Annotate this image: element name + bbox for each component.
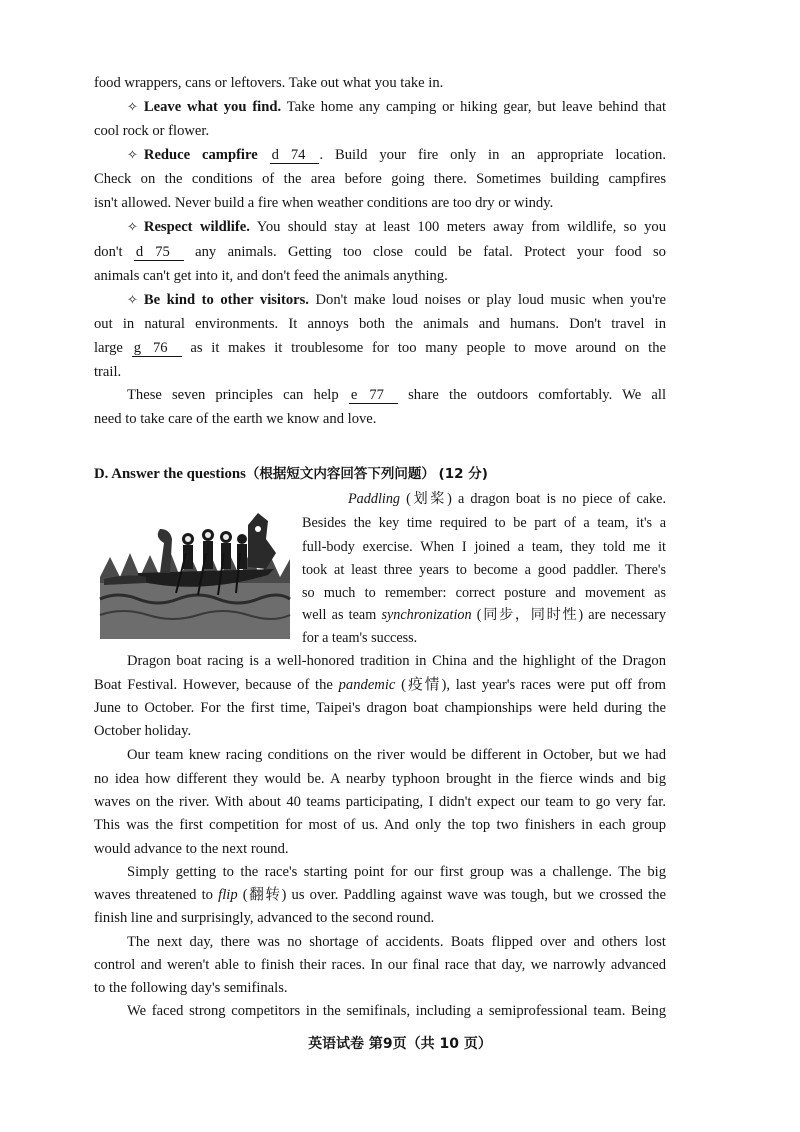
italic-term: pandemic	[338, 677, 396, 693]
article-line: full-body exercise. When I joined a team, they told me it	[302, 539, 666, 555]
text-span: (同步，同时性) are necessary	[471, 607, 666, 623]
principle-campfire-line-2: Check on the conditions of the area before going there. Sometimes building campfires	[94, 171, 666, 187]
blank-number: 75	[155, 244, 170, 260]
blank-74[interactable]	[270, 147, 320, 164]
principle-kind-line-2: out in natural environments. It annoys both the animals and humans. Don't travel in	[94, 316, 666, 332]
text-span: (翻转) us over. Paddling against wave was tough, but we crossed the	[237, 887, 666, 903]
article-line: This was the first competition for most of us. And only the top two finishers in each group	[94, 817, 666, 833]
principle-campfire-line-1	[127, 144, 666, 167]
section-heading-cn: （根据短文内容回答下列问题）	[245, 466, 435, 482]
text-span: . Build your fire only in an appropriate location.	[319, 147, 666, 163]
section-d-heading	[94, 462, 488, 483]
text-span: You should stay at least 100 meters away from wildlife, so you	[249, 219, 666, 235]
text-span: These seven principles can help	[127, 387, 339, 403]
principle-leave-line-2: cool rock or flower.	[94, 123, 210, 139]
section-heading-text: D. Answer the questions	[94, 466, 246, 482]
principle-wildlife-line-2	[94, 241, 666, 263]
article-line	[348, 488, 666, 510]
article-line: to the following day's semifinals.	[94, 980, 288, 996]
article-line: October holiday.	[94, 723, 192, 739]
text-span: Take home any camping or hiking gear, but leave behind that	[281, 99, 666, 115]
article-line: We faced strong competitors in the semifinals, including a semiprofessional team. Being	[127, 1003, 666, 1019]
article-line: Our team knew racing conditions on the river would be different in October, but we had	[127, 747, 666, 763]
summary-line-2: need to take care of the earth we know and love.	[94, 411, 377, 427]
article-line	[302, 604, 666, 626]
text-span: share the outdoors comfortably. We all	[408, 387, 667, 403]
principle-kind-title: Be kind to other visitors.	[143, 292, 309, 308]
blank-number: 76	[152, 340, 168, 356]
italic-term: Paddling	[348, 491, 401, 507]
dragon-boat-image	[98, 503, 292, 641]
principle-kind-line-3	[94, 337, 666, 359]
article-line: The next day, there was no shortage of accidents. Boats flipped over and others lost	[127, 934, 666, 950]
article-line: Besides the key time required to be part of a team, it's a	[302, 515, 666, 531]
article-line: control and weren't able to finish their races. In our final race that day, we narrowly advanced	[94, 957, 666, 973]
summary-line-1	[127, 384, 666, 406]
footer-text: 英语试卷 第9页（共 10 页）	[308, 1036, 492, 1052]
article-line: finish line and surprisingly, advanced to the second round.	[94, 910, 435, 926]
blank-77[interactable]	[349, 387, 398, 404]
article-line	[94, 884, 666, 906]
text-span: don't	[94, 244, 123, 260]
intro-line: food wrappers, cans or leftovers. Take out what you take in.	[94, 75, 444, 91]
principle-wildlife-line-3: animals can't get into it, and don't feed the animals anything.	[94, 268, 448, 284]
principle-wildlife-line-1	[127, 216, 666, 239]
article-line: Simply getting to the race's starting point for our first group was a challenge. The big	[127, 864, 666, 880]
text-span: any animals. Getting too close could be fatal. Protect your food so	[195, 244, 666, 260]
blank-number: 74	[290, 147, 306, 163]
blank-number: 77	[369, 387, 384, 403]
article-line: took at least three years to become a good paddler. There's	[302, 562, 666, 578]
text-span: Don't make loud noises or play loud music when you're	[308, 292, 666, 308]
principle-kind-line-1	[127, 289, 666, 312]
text-span: waves threatened to	[94, 887, 219, 903]
diamond-icon: ✧	[127, 220, 138, 235]
blank-letter: d	[271, 147, 279, 163]
italic-term: flip	[218, 887, 238, 903]
principle-campfire-line-3: isn't allowed. Never build a fire when weather conditions are too dry or windy.	[94, 195, 554, 211]
principle-kind-line-4: trail.	[94, 364, 122, 380]
article-line: would advance to the next round.	[94, 841, 289, 857]
text-span: (划桨) a dragon boat is no piece of cake.	[400, 491, 666, 507]
principle-leave-line-1	[127, 96, 666, 119]
text-span: well as team	[302, 607, 382, 623]
blank-letter: g	[133, 340, 141, 356]
section-score: (12 分)	[438, 466, 488, 482]
principle-wildlife-title: Respect wildlife.	[143, 219, 250, 235]
article-line: for a team's success.	[302, 630, 418, 646]
blank-76[interactable]	[132, 340, 182, 357]
article-line: June to October. For the first time, Taipei's dragon boat championships were held during the	[94, 700, 666, 716]
article-line: Dragon boat racing is a well-honored tradition in China and the highlight of the Dragon	[127, 653, 666, 669]
article-line: no idea how different they would be. A nearby typhoon brought in the fierce winds and big	[94, 771, 666, 787]
diamond-icon: ✧	[127, 293, 138, 308]
diamond-icon: ✧	[127, 148, 138, 163]
blank-letter: e	[350, 387, 358, 403]
page-footer	[0, 1033, 800, 1053]
principle-leave-title: Leave what you find.	[143, 99, 282, 115]
text-span: as it makes it troublesome for too many people to move around on the	[190, 340, 666, 356]
text-span: Boat Festival. However, because of the	[94, 677, 339, 693]
diamond-icon: ✧	[127, 100, 138, 115]
article-line	[94, 674, 666, 696]
blank-letter: d	[135, 244, 144, 260]
principle-campfire-title: Reduce campfire	[143, 147, 258, 163]
italic-term: synchronization	[381, 607, 472, 623]
article-line: waves on the river. With about 40 teams participating, I didn't expect our team to go very far.	[94, 794, 666, 810]
blank-75[interactable]	[134, 244, 184, 261]
article-line: so much to remember: correct posture and movement as	[302, 585, 666, 601]
text-span: large	[94, 340, 123, 356]
text-span: (疫情), last year's races were put off from	[395, 677, 666, 693]
